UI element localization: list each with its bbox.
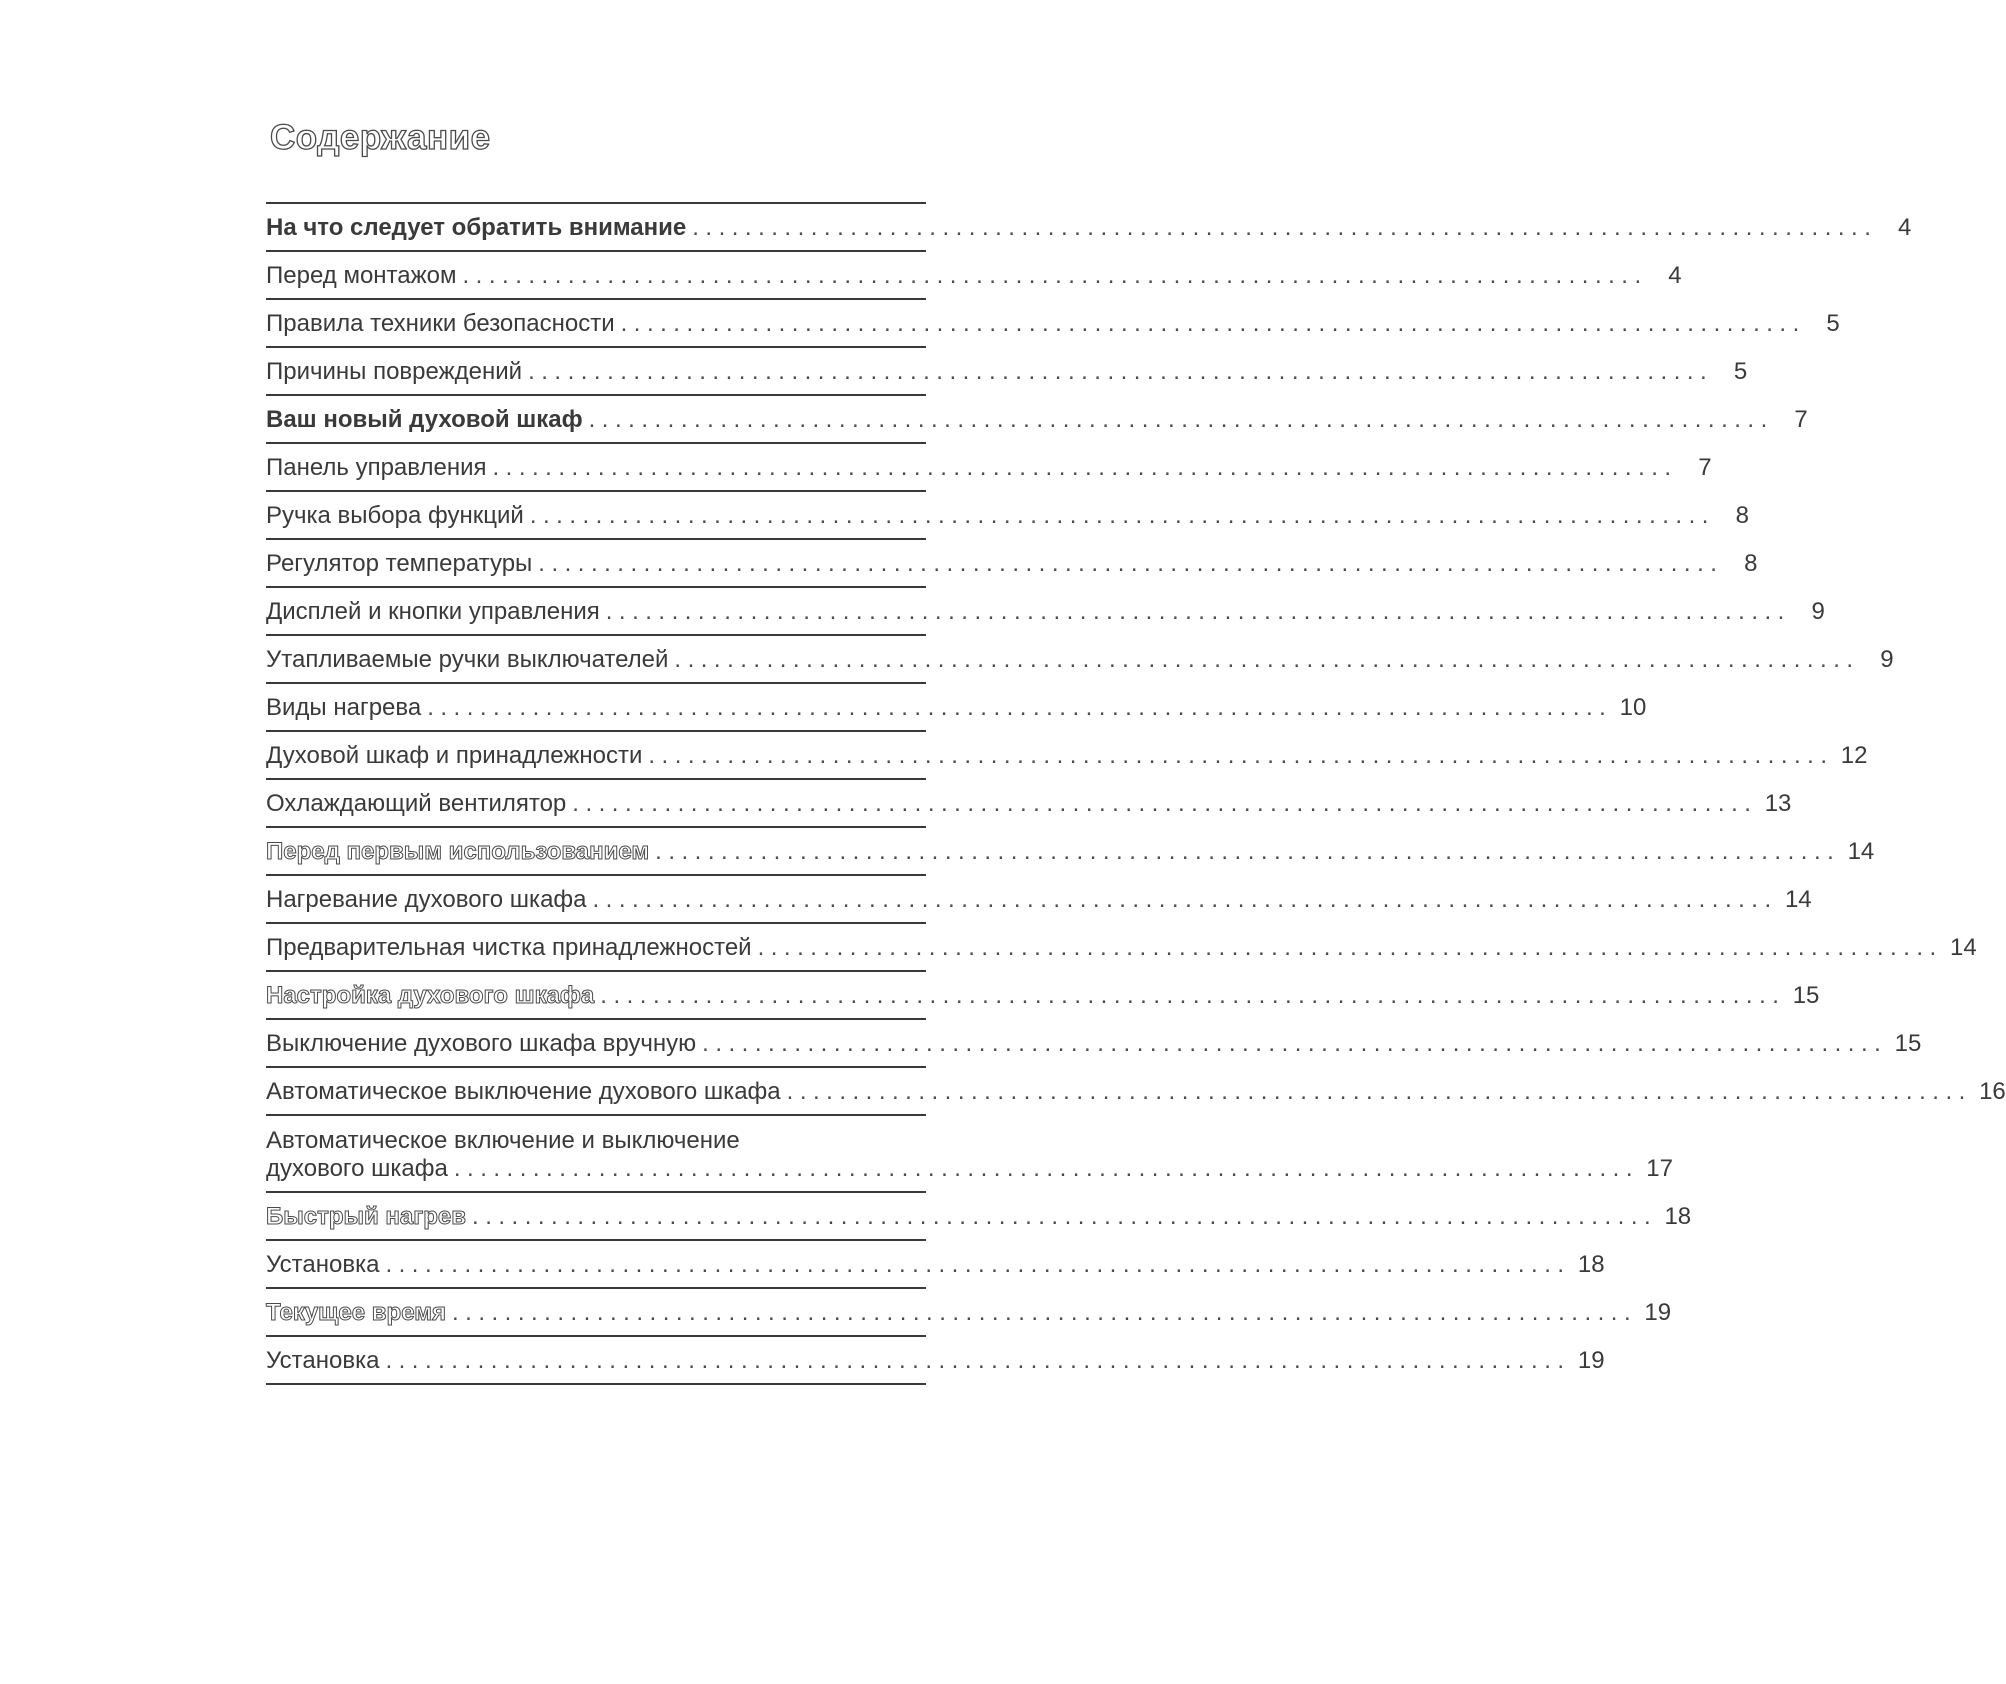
toc-entry-title: Охлаждающий вентилятор — [266, 790, 567, 817]
toc-section-title: Ваш новый духовой шкаф — [266, 406, 583, 433]
dot-leader — [448, 1155, 1639, 1183]
toc-entry[interactable] — [266, 828, 1875, 876]
toc-page-number: 5 — [1826, 310, 1840, 337]
dot-leader — [421, 694, 1612, 722]
toc-entry[interactable] — [266, 732, 1868, 780]
toc-entry-title: Виды нагрева — [266, 694, 422, 721]
toc-entry-title-continued: духового шкафа — [266, 1155, 448, 1182]
toc-page-number: 19 — [1644, 1299, 1672, 1326]
dot-leader — [457, 262, 1648, 290]
dot-leader — [752, 934, 1943, 962]
toc-page-number: 13 — [1764, 790, 1792, 817]
toc-entry-title: Перед монтажом — [266, 262, 457, 289]
toc-entry-title: Дисплей и кнопки управления — [266, 598, 600, 625]
toc-page-number: 8 — [1735, 502, 1749, 529]
dot-leader — [486, 454, 1677, 482]
toc-page-number: 14 — [1950, 934, 1977, 961]
toc-entry[interactable] — [266, 300, 1840, 348]
toc-entry[interactable] — [266, 876, 1812, 924]
toc-entry-title: Утапливаемые ручки выключателей — [266, 646, 669, 673]
dot-leader — [524, 502, 1715, 530]
dot-leader — [696, 1030, 1887, 1058]
toc-entry[interactable] — [266, 1116, 1673, 1193]
toc-entry-title: Автоматическое включение и выключение — [266, 1127, 740, 1154]
toc-section-title: На что следует обратить внимание — [266, 214, 687, 241]
dot-leader — [532, 550, 1723, 578]
toc-entry-title: Правила техники безопасности — [266, 310, 615, 337]
toc-page-number: 9 — [1811, 598, 1825, 625]
toc-section-title: Настройка духового шкафа — [266, 982, 595, 1009]
toc-entry-title: Регулятор температуры — [266, 550, 533, 577]
dot-leader — [594, 982, 1785, 1010]
page-title: Содержание — [270, 118, 491, 157]
toc-entry[interactable] — [266, 972, 1820, 1020]
toc-entry[interactable] — [266, 1337, 1605, 1385]
toc-page-number: 7 — [1794, 406, 1808, 433]
toc-page-number: 5 — [1733, 358, 1748, 385]
dot-leader — [668, 646, 1859, 674]
dot-leader — [642, 742, 1833, 770]
dot-leader — [781, 1078, 1972, 1106]
toc-entry-title: Выключение духового шкафа вручную — [266, 1030, 697, 1057]
toc-page-number: 12 — [1840, 742, 1868, 769]
toc-page-number: 4 — [1668, 262, 1682, 289]
toc-entry-title: Автоматическое выключение духового шкафа — [266, 1078, 781, 1105]
toc-page-number: 18 — [1577, 1251, 1605, 1278]
toc-entry[interactable] — [266, 348, 1748, 396]
toc-entry-title: Установка — [266, 1347, 380, 1374]
toc-page-number: 14 — [1784, 886, 1812, 913]
dot-leader — [379, 1347, 1570, 1375]
toc-entry-title: Причины повреждений — [266, 358, 523, 385]
toc-entry-text-block — [266, 1127, 1673, 1183]
dot-leader — [615, 310, 1806, 338]
table-of-contents — [266, 202, 2006, 1385]
dot-leader — [446, 1299, 1637, 1327]
toc-entry-title: Предварительная чистка принадлежностей — [266, 934, 752, 961]
toc-entry[interactable] — [266, 1241, 1605, 1289]
dot-leader — [466, 1203, 1657, 1231]
toc-entry[interactable] — [266, 588, 1825, 636]
toc-entry-title: Духовой шкаф и принадлежности — [266, 742, 643, 769]
toc-entry[interactable] — [266, 540, 1758, 588]
toc-entry[interactable] — [266, 1068, 2006, 1116]
toc-page-number: 16 — [1979, 1078, 2006, 1105]
toc-entry[interactable] — [266, 492, 1749, 540]
toc-entry[interactable] — [266, 924, 1977, 972]
toc-page-number: 14 — [1847, 838, 1875, 865]
toc-entry[interactable] — [266, 204, 1912, 252]
toc-entry-title: Панель управления — [266, 454, 487, 481]
toc-section-title: Текущее время — [266, 1299, 446, 1326]
toc-page-number: 15 — [1792, 982, 1820, 1009]
toc-entry-title: Нагревание духового шкафа — [266, 886, 587, 913]
toc-entry[interactable] — [266, 1020, 1922, 1068]
toc-entry[interactable] — [266, 636, 1894, 684]
toc-entry[interactable] — [266, 252, 1682, 300]
toc-section-title: Перед первым использованием — [266, 838, 650, 865]
toc-page-number: 8 — [1744, 550, 1758, 577]
toc-entry[interactable] — [266, 444, 1712, 492]
toc-page-number: 15 — [1894, 1030, 1922, 1057]
toc-entry[interactable] — [266, 1289, 1672, 1337]
dot-leader — [600, 598, 1791, 626]
toc-page-number: 7 — [1698, 454, 1712, 481]
toc-page-number: 17 — [1646, 1155, 1673, 1182]
toc-entry[interactable] — [266, 780, 1792, 828]
toc-page-number: 9 — [1880, 646, 1894, 673]
toc-entry[interactable] — [266, 684, 1647, 732]
dot-leader — [686, 214, 1877, 242]
toc-entry-title: Установка — [266, 1251, 380, 1278]
dot-leader — [566, 790, 1757, 818]
dot-leader — [522, 358, 1713, 386]
toc-section-title: Быстрый нагрев — [266, 1203, 467, 1230]
toc-page-number: 18 — [1664, 1203, 1692, 1230]
toc-entry[interactable] — [266, 396, 1808, 444]
dot-leader — [379, 1251, 1570, 1279]
dot-leader — [649, 838, 1840, 866]
dot-leader — [583, 406, 1774, 434]
toc-entry[interactable] — [266, 1193, 1692, 1241]
dot-leader — [587, 886, 1778, 914]
toc-entry-title: Ручка выбора функций — [266, 502, 524, 529]
toc-page-number: 10 — [1619, 694, 1647, 721]
toc-page-number: 19 — [1577, 1347, 1605, 1374]
toc-page-number: 4 — [1898, 214, 1912, 241]
